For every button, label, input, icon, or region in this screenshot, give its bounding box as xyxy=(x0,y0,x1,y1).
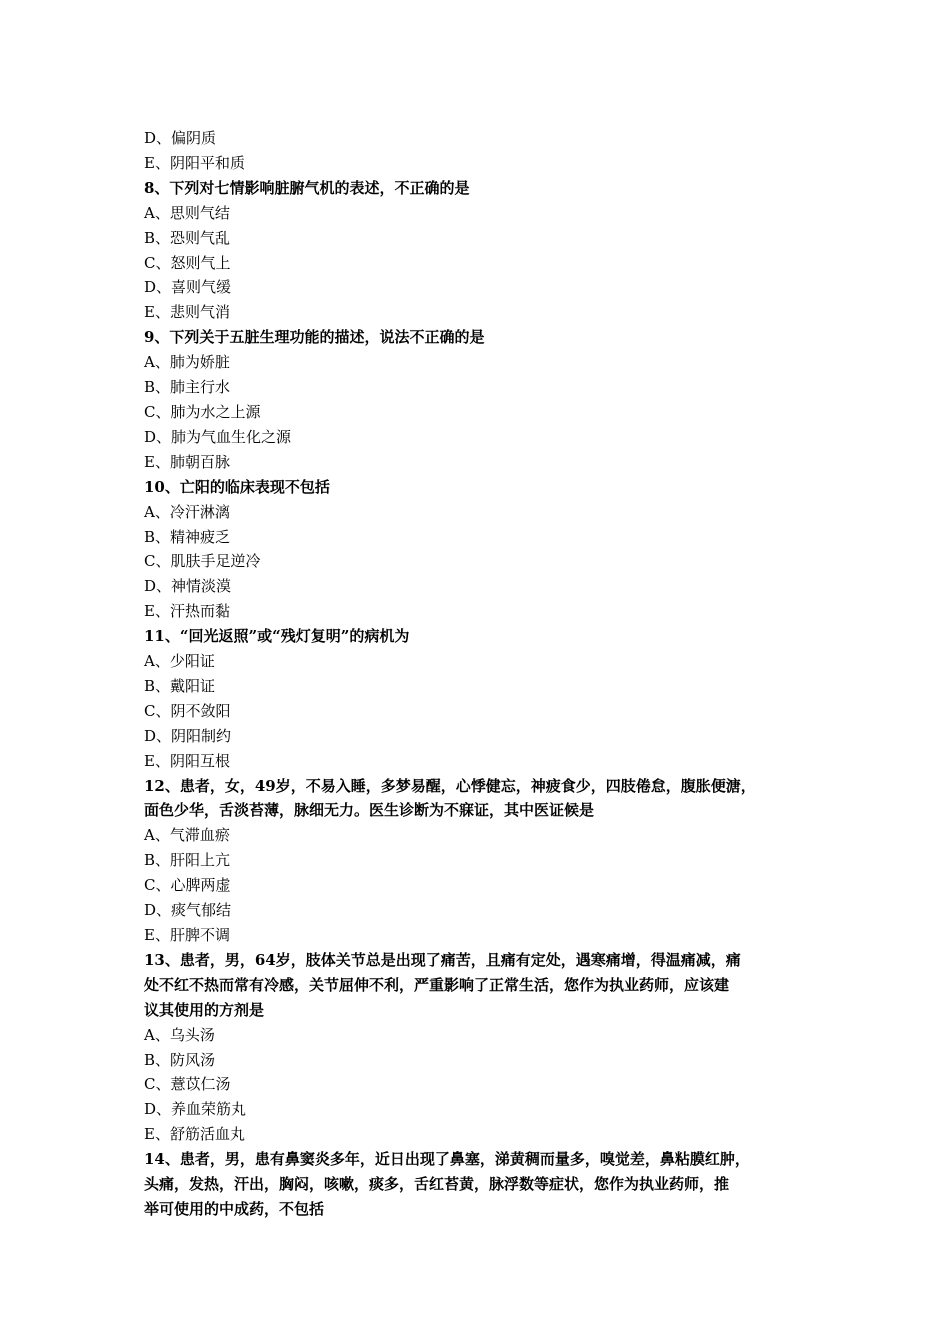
question-line: 12、患者，女，49岁，不易入睡，多梦易醒，心悸健忘，神疲食少，四肢倦怠，腹胀便溏， xyxy=(144,776,756,795)
question-line: 8、下列对七情影响脏腑气机的表述，不正确的是 xyxy=(144,178,470,197)
option-line: C、肌肤手足逆冷 xyxy=(144,552,261,571)
question-line: 9、下列关于五脏生理功能的描述，说法不正确的是 xyxy=(144,328,485,347)
question-line: 面色少华，舌淡苔薄，脉细无力。医生诊断为不寐证，其中医证候是 xyxy=(144,801,595,820)
option-line: D、肺为气血生化之源 xyxy=(144,427,292,446)
question-line: 14、患者，男，患有鼻窦炎多年，近日出现了鼻塞，涕黄稠而量多，嗅觉差，鼻粘膜红肿， xyxy=(144,1150,750,1169)
option-line: A、少阳证 xyxy=(144,652,215,671)
option-line: B、防风汤 xyxy=(144,1050,216,1069)
option-line: D、喜则气缓 xyxy=(144,278,232,297)
question-line: 处不红不热而常有冷感，关节屈伸不利，严重影响了正常生活，您作为执业药师，应该建 xyxy=(144,975,730,994)
option-line: E、阴阳平和质 xyxy=(144,153,245,172)
question-line: 13、患者，男，64岁，肢体关节总是出现了痛苦，且痛有定处，遇寒痛增，得温痛减，痛 xyxy=(144,950,741,969)
option-line: A、冷汗淋漓 xyxy=(144,502,230,521)
option-line: A、思则气结 xyxy=(144,203,230,222)
option-line: C、怒则气上 xyxy=(144,253,231,272)
option-line: A、气滞血瘀 xyxy=(144,826,230,845)
option-line: E、肺朝百脉 xyxy=(144,452,230,471)
option-line: E、舒筋活血丸 xyxy=(144,1125,245,1144)
option-line: D、偏阴质 xyxy=(144,129,217,147)
option-line: B、肺主行水 xyxy=(144,378,231,397)
question-line: 举可使用的中成药，不包括 xyxy=(144,1199,325,1218)
option-line: C、薏苡仁汤 xyxy=(144,1075,231,1094)
option-line: D、痰气郁结 xyxy=(144,901,232,920)
option-line: D、阴阳制约 xyxy=(144,726,232,745)
option-line: E、悲则气消 xyxy=(144,303,230,322)
option-line: E、肝脾不调 xyxy=(144,926,230,944)
option-line: D、养血荣筋丸 xyxy=(144,1100,247,1119)
option-line: B、肝阳上亢 xyxy=(144,851,231,870)
option-line: B、恐则气乱 xyxy=(144,228,231,247)
document-content xyxy=(144,126,816,1222)
option-line: E、汗热而黏 xyxy=(144,602,230,621)
option-line: D、神情淡漠 xyxy=(144,577,232,596)
question-line: 议其使用的方剂是 xyxy=(144,1000,265,1019)
option-line: A、肺为娇脏 xyxy=(144,353,230,372)
option-line: C、肺为水之上源 xyxy=(144,402,261,421)
question-line: 11、“回光返照”或“残灯复明”的病机为 xyxy=(144,627,410,646)
option-line: C、阴不敛阳 xyxy=(144,701,231,720)
option-line: B、精神疲乏 xyxy=(144,527,231,546)
option-line: C、心脾两虚 xyxy=(144,876,231,895)
question-line: 10、亡阳的临床表现不包括 xyxy=(144,477,330,496)
question-line: 头痛，发热，汗出，胸闷，咳嗽，痰多，舌红苔黄，脉浮数等症状，您作为执业药师，推 xyxy=(144,1175,730,1194)
option-line: A、乌头汤 xyxy=(144,1025,215,1044)
option-line: E、阴阳互根 xyxy=(144,751,230,770)
option-line: B、戴阳证 xyxy=(144,676,216,695)
